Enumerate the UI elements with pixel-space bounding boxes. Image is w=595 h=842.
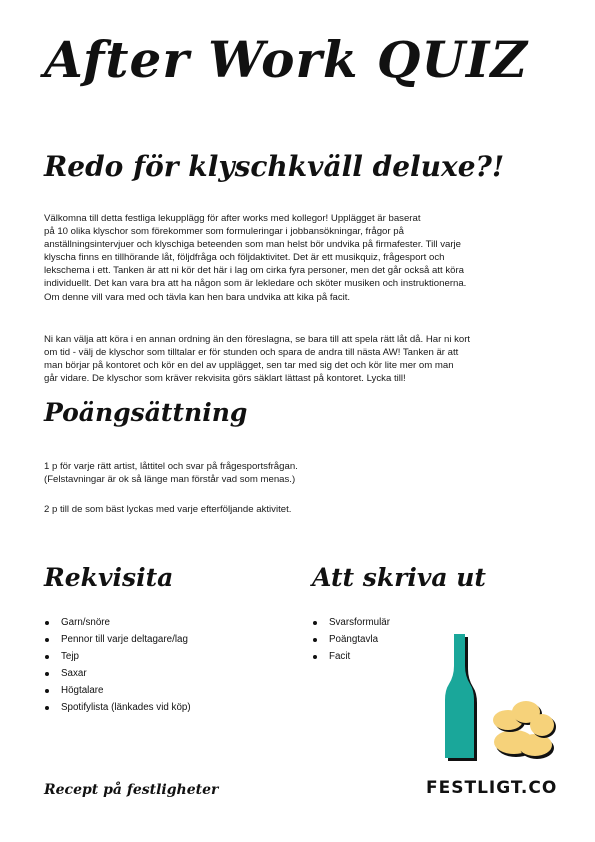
- illustration: [432, 632, 560, 762]
- scoring-line: 2 p till de som bäst lyckas med varje efterföljande aktivitet.: [44, 504, 292, 515]
- scoring-paragraph-2: [44, 503, 554, 516]
- list-item: Facit: [312, 648, 390, 665]
- intro-line: på 10 olika klyschor som förekommer som formuleringar i jobbansökningar, frågor på: [44, 226, 404, 238]
- page-title: After Work QUIZ: [44, 30, 528, 89]
- scoring-line: 1 p för varje rätt artist, låttitel och svar på frågesportsfrågan.: [44, 461, 298, 472]
- intro-line: anställningsintervjuer och klyschiga beteenden som man helst bör undvika på firmafester. Till varje: [44, 239, 462, 251]
- list-item: Saxar: [44, 665, 191, 682]
- intro-line: Om denne vill vara med och tävla kan hen bara undvika att kika på facit.: [44, 291, 351, 303]
- intro-line: går vidare. De klyschor som kräver rekvisita görs säklart lättast på kontoret. Lycka till!: [44, 373, 406, 385]
- props-heading: Rekvisita: [44, 563, 174, 592]
- bottle-icon: [445, 634, 477, 761]
- intro-paragraph-2: [44, 333, 554, 385]
- list-item: Högtalare: [44, 682, 191, 699]
- intro-line: individuellt. Det kan vara bra att ha någon som är lekledare och sköter musiken och instruktionerna.: [44, 278, 467, 290]
- brand-logo: FESTLIGT.CO: [426, 778, 558, 798]
- intro-line: Ni kan välja att köra i en annan ordning än den föreslagna, se bara till att spela rätt låt då. Har ni kort: [44, 334, 471, 345]
- list-item: Spotifylista (länkades vid köp): [44, 699, 191, 716]
- list-item: Svarsformulär: [312, 614, 390, 631]
- list-item: Tejp: [44, 648, 191, 665]
- print-list: [312, 614, 390, 665]
- list-item: Poängtavla: [312, 631, 390, 648]
- intro-line: klyscha finns en tillhörande låt, följdfråga och följdaktivitet. Det är ett musikquiz, frågesport och: [44, 252, 445, 264]
- page-subtitle: Redo för klyschkväll deluxe?!: [44, 150, 505, 183]
- chips-icon: [493, 701, 556, 759]
- scoring-heading: Poängsättning: [44, 398, 248, 427]
- intro-line: man börjar på kontoret och kör en del av upplägget, sen tar med sig det och kör lite mer om man: [44, 360, 454, 372]
- intro-line: Välkomna till detta festliga lekupplägg för after works med kollegor! Upplägget är baserat: [44, 213, 421, 224]
- intro-line: om tid - välj de klyschor som tilltalar er för stunden och spara de andra till nästa AW! Tanken är att: [44, 347, 459, 359]
- scoring-line: (Felstavningar är ok så länge man förstår vad som menas.): [44, 474, 296, 486]
- intro-paragraph: [44, 212, 554, 304]
- footer-tagline: Recept på festligheter: [44, 782, 219, 798]
- scoring-paragraph: [44, 460, 554, 486]
- props-list: [44, 614, 191, 716]
- print-heading: Att skriva ut: [312, 563, 486, 592]
- intro-line: lekschema i ett. Tanken är att ni kör det här i lag om cirka fyra personer, men det går också att köra: [44, 265, 465, 277]
- list-item: Pennor till varje deltagare/lag: [44, 631, 191, 648]
- list-item: Garn/snöre: [44, 614, 191, 631]
